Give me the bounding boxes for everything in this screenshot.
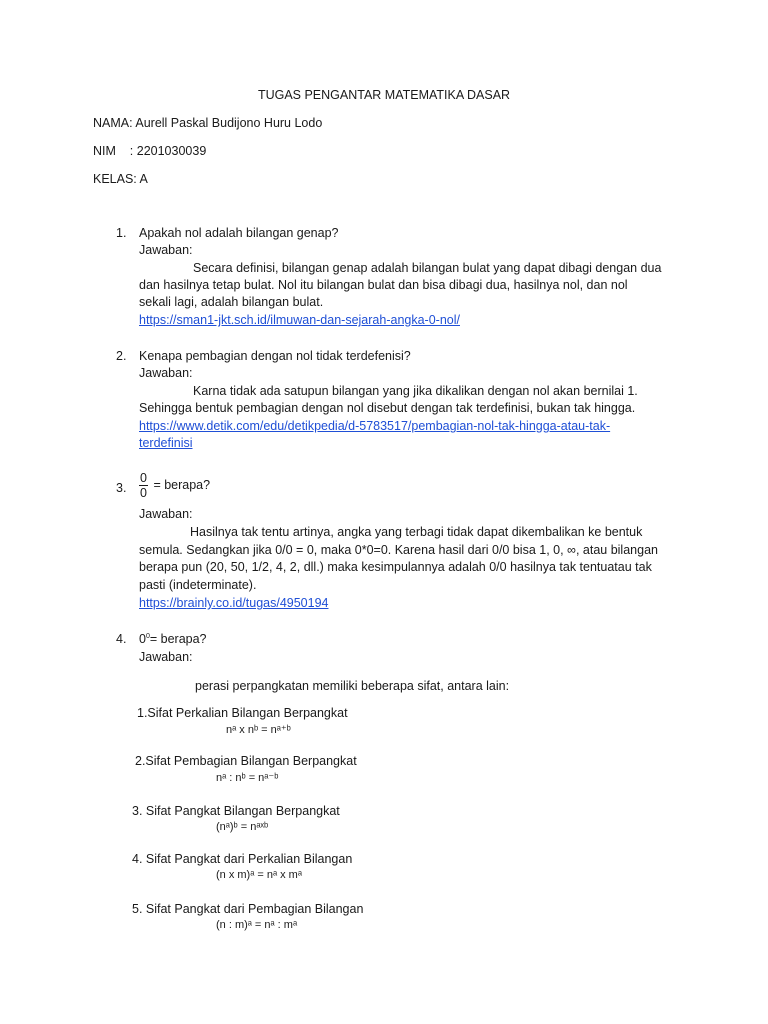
q1-question: Apakah nol adalah bilangan genap?: [139, 226, 339, 240]
q2-source-link-line2[interactable]: terdefinisi: [139, 436, 193, 450]
q3-answer-line1: Hasilnya tak tentu artinya, angka yang terbagi tidak dapat dikembalikan ke bentuk: [190, 525, 643, 539]
property-1-title: 1.Sifat Perkalian Bilangan Berpangkat: [137, 706, 348, 720]
q1-source-link[interactable]: https://sman1-jkt.sch.id/ilmuwan-dan-sejarah-angka-0-nol/: [139, 313, 460, 327]
q1-answer-line2: dan hasilnya tetap bulat. Nol itu bilangan bulat dan bisa dibagi dua, hasilnya nol, dan nol: [139, 278, 628, 292]
property-5-title: 5. Sifat Pangkat dari Pembagian Bilangan: [132, 902, 364, 916]
q3-answer-line2: semula. Sedangkan jika 0/0 = 0, maka 0*0=0. Karena hasil dari 0/0 bisa 1, 0, ∞, atau bilangan: [139, 543, 658, 557]
q2-source-link-line1[interactable]: https://www.detik.com/edu/detikpedia/d-5783517/pembagian-nol-tak-hingga-atau-tak-: [139, 419, 611, 433]
q2-answer-line2: Sehingga bentuk pembagian dengan nol disebut dengan tak terdefinisi, bukan tak hingga.: [139, 401, 636, 415]
q1-number: 1.: [116, 226, 127, 240]
q2-jawaban-label: Jawaban:: [139, 366, 193, 380]
q3-number: 3.: [116, 481, 127, 495]
q4-intro: perasi perpangkatan memiliki beberapa sifat, antara lain:: [195, 679, 510, 693]
property-4-formula: (n x m)ᵃ = nᵃ x mᵃ: [216, 869, 302, 881]
q4-number: 4.: [116, 632, 127, 646]
student-nim: NIM : 2201030039: [93, 144, 207, 158]
fraction-numerator: 0: [140, 471, 147, 485]
q4-base: 0: [139, 632, 146, 646]
q2-number: 2.: [116, 349, 127, 363]
q4-question-line: [139, 632, 207, 646]
property-2-formula: nᵃ : nᵇ = nᵃ⁻ᵇ: [216, 772, 279, 784]
q1-jawaban-label: Jawaban:: [139, 243, 193, 257]
fraction-denominator: 0: [140, 486, 147, 500]
q3-answer-line3: berapa pun (20, 50, 1/2, 4, 2, dll.) maka kesimpulannya adalah 0/0 hasilnya tak tentuatau tak: [139, 560, 652, 574]
q2-question: Kenapa pembagian dengan nol tidak terdefenisi?: [139, 349, 411, 363]
property-4-title: 4. Sifat Pangkat dari Perkalian Bilangan: [132, 852, 353, 866]
q3-jawaban-label: Jawaban:: [139, 507, 193, 521]
q1-answer-line1: Secara definisi, bilangan genap adalah bilangan bulat yang dapat dibagi dengan dua: [193, 261, 662, 275]
q4-jawaban-label: Jawaban:: [139, 650, 193, 664]
property-1-formula: nᵃ x nᵇ = nᵃ⁺ᵇ: [226, 724, 291, 736]
property-3-title: 3. Sifat Pangkat Bilangan Berpangkat: [132, 804, 340, 818]
document-title: TUGAS PENGANTAR MATEMATIKA DASAR: [257, 88, 511, 102]
q4-exponent: 0: [145, 632, 150, 640]
q2-answer-line1: Karna tidak ada satupun bilangan yang jika dikalikan dengan nol akan bernilai 1.: [193, 384, 638, 398]
q3-question-line: [139, 471, 210, 500]
student-class: KELAS: A: [93, 172, 148, 186]
property-2-title: 2.Sifat Pembagian Bilangan Berpangkat: [135, 754, 357, 768]
q3-source-link[interactable]: https://brainly.co.id/tugas/4950194: [139, 596, 329, 610]
q4-question: = berapa?: [149, 632, 207, 646]
student-name: NAMA: Aurell Paskal Budijono Huru Lodo: [93, 116, 323, 130]
property-3-formula: (nᵃ)ᵇ = nᵃˣᵇ: [216, 821, 269, 833]
q3-question: = berapa?: [153, 477, 211, 492]
q3-answer-line4: pasti (indeterminate).: [139, 578, 257, 592]
property-5-formula: (n : m)ᵃ = nᵃ : mᵃ: [216, 919, 298, 931]
q1-answer-line3: sekali lagi, adalah bilangan bulat.: [139, 295, 324, 309]
zero-over-zero-fraction: [139, 471, 148, 500]
